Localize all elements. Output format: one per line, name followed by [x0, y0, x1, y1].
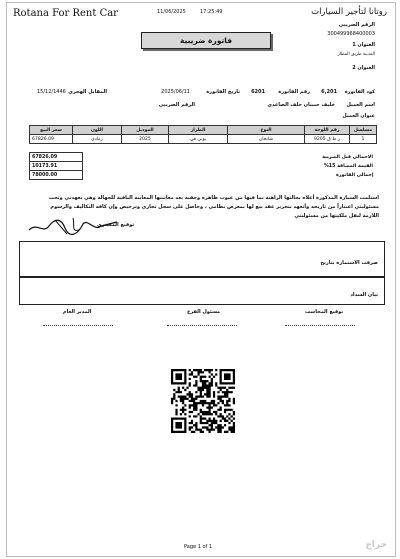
buyer-signature [25, 208, 125, 238]
table-header-row [30, 126, 377, 135]
address1-label: العنوان 1 [352, 42, 375, 48]
declaration-line-3: اللازمة لنقل ملكيتها من مسئوليتي [294, 213, 379, 219]
declaration-line-1: استلمت السيارة المذكورة أعلاه بحالتها الراهنة بما فيها من عيوب ظاهرة وخفية بعد معاينتها المعاينة النافية للجهالة وهي بعهدتي وتحت [48, 195, 379, 201]
table-row [30, 135, 377, 144]
invoice-date: 2025/06/11 [161, 89, 190, 95]
tax-number: 300499968400003 [327, 31, 375, 37]
col-header: مسلسل [350, 126, 377, 135]
payment-label: بيان السداد [350, 292, 378, 298]
invoice-date-label: تاريخ الفاتورة [206, 89, 240, 95]
accountant-signature-label: توقيع المحاسب [305, 309, 344, 315]
receipt-box [19, 241, 385, 277]
accountant-signature-line [285, 325, 355, 326]
customer-tax-label: الرقم الضريبي [158, 102, 195, 108]
table-cell: 1 [350, 135, 377, 144]
totals-table [29, 152, 377, 180]
table-cell: 67826.09 [30, 135, 73, 144]
address2-label: العنوان 2 [352, 65, 375, 71]
customer-name-label: اسم العميل [346, 102, 375, 108]
invoice-number-label: رقم الفاتورة [278, 89, 310, 95]
invoice-page [6, 2, 396, 557]
receipt-label: صرفت الاستمارة بتاريخ [320, 260, 378, 266]
qr-code [171, 369, 235, 433]
col-header: الموديل [122, 126, 169, 135]
subtotal-row [30, 153, 377, 162]
brand-arabic: روتانا لتأجير السيارات [311, 7, 387, 17]
items-table [29, 125, 377, 144]
general-manager-label: المدير العام [63, 309, 92, 315]
branch-manager-label: مسئول الفرع [187, 309, 221, 315]
payment-box [19, 277, 385, 305]
grand-total-value: 78000.00 [30, 171, 83, 180]
table-cell: 2025 [122, 135, 169, 144]
col-header: النوع [228, 126, 305, 135]
vat-row [30, 162, 377, 171]
col-header: الطراز [169, 126, 228, 135]
watermark-text: حراج [365, 540, 387, 550]
vat-label: القيمة المضافة 15% [323, 163, 373, 169]
general-manager-signature-line [43, 325, 113, 326]
branch-manager-signature-line [167, 325, 237, 326]
declaration-line-2: مسئوليتي اعتباراً من تاريخه وأتعهد بتحرير عقد بيع لها بمعرض نظامي ، وحاصل على سجل تجاري وترخيص وإن كافة التكاليف والرسوم [50, 204, 379, 210]
vat-value: 10173.91 [30, 162, 83, 171]
table-cell: شانجان [228, 135, 305, 144]
invoice-number: 6201 [251, 89, 265, 95]
tax-number-label: الرقم الضريبي [338, 22, 375, 28]
address1-value: المدينة طريق المطار [337, 52, 375, 57]
invoice-code-label: كود الفاتورة [344, 89, 375, 95]
hijri-date-label: المقابل الهجري [68, 89, 107, 95]
invoice-title: فاتورة ضريبية [141, 32, 271, 49]
grand-total-row [30, 171, 377, 180]
page-number: Page 1 of 1 [184, 544, 213, 550]
print-date: 11/06/2025 [157, 9, 186, 15]
customer-name: خليف حبيبان خلف الصاعدي [267, 102, 335, 108]
subtotal-value: 67826.09 [30, 153, 83, 162]
hijri-date: 15/12/1446 [37, 89, 66, 95]
col-header: اللون [73, 126, 122, 135]
col-header: سعر البيع [30, 126, 73, 135]
table-cell: رمادي [73, 135, 122, 144]
invoice-code: 6,201 [321, 89, 337, 95]
col-header: رقم اللوحة [305, 126, 350, 135]
brand-english: Rotana For Rent Car [13, 8, 118, 19]
subtotal-label: الاجمالي قبل الضريبة [322, 154, 373, 160]
table-cell: يوني في [169, 135, 228, 144]
table-cell: ر ط ق 9205 [305, 135, 350, 144]
customer-address-label: عنوان العميل [342, 113, 375, 119]
print-time: 17:25:49 [200, 9, 223, 15]
grand-total-label: إجمالي الفاتورة [335, 172, 374, 178]
buyer-signature-label: توقيع المشتري [97, 222, 135, 228]
